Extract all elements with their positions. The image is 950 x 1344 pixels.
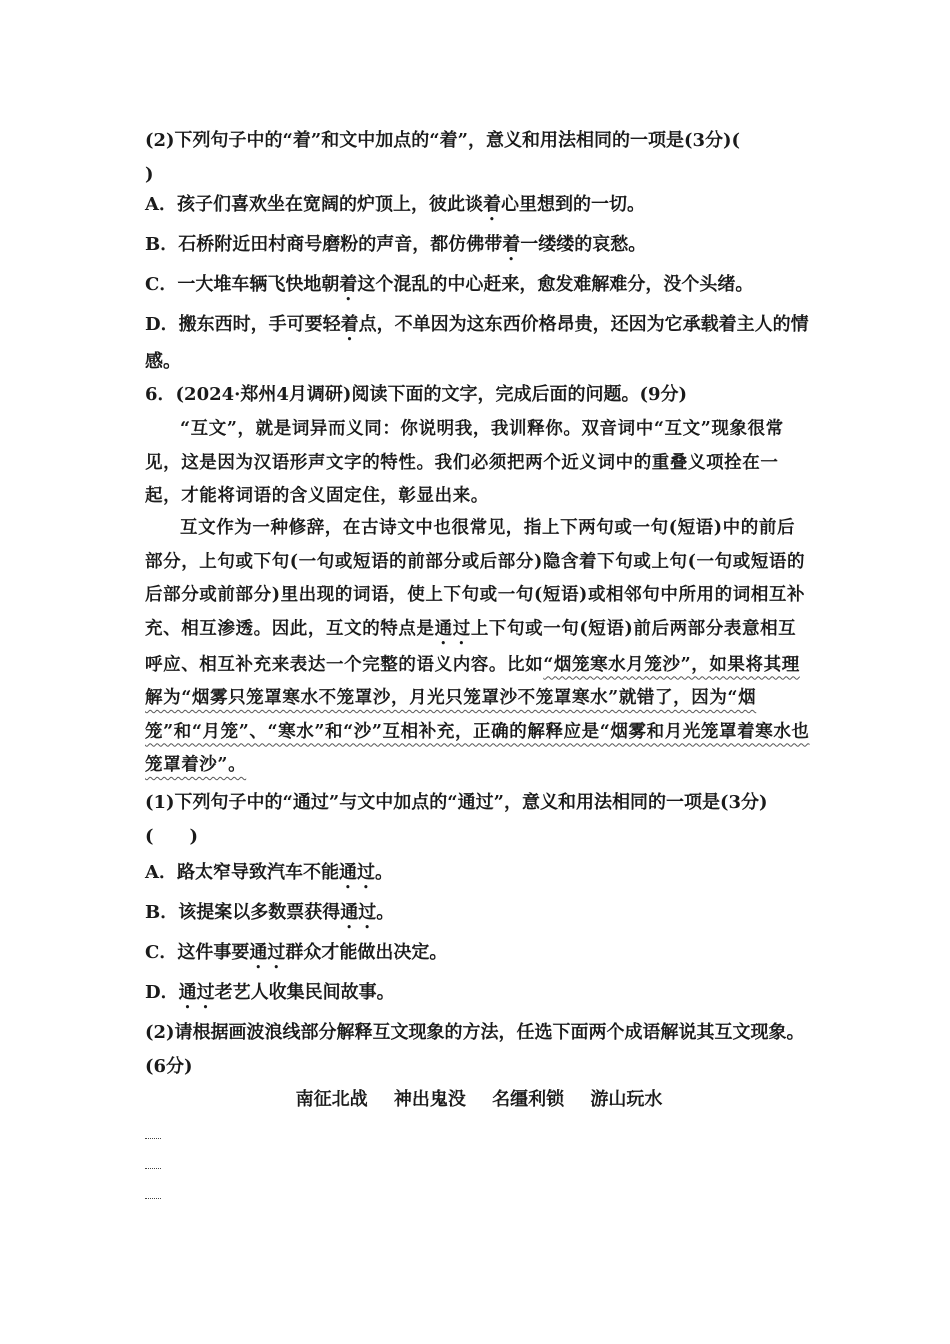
- question-6-header: 6．(2024·郑州4月调研)阅读下面的文字，完成后面的问题。(9分): [145, 384, 688, 405]
- question-6-1-stem: (1)下列句子中的“通过”与文中加点的“通过”，意义和用法相同的一项是(3分)( ): [145, 792, 768, 847]
- emphasis-mark: 着: [339, 274, 358, 295]
- wavy-underlined-text: “烟笼寒水月笼沙”，如果将其理解为“烟雾只笼罩寒水不笼罩沙，月光只笼罩沙不笼罩寒水”就错了，因为“烟笼”和“月笼”、“寒水”和“沙”互相补充，正确的解释应是“烟雾和月光笼罩着寒水也笼罩着沙”。: [145, 654, 810, 775]
- option-a: A．路太窄导致汽车不能通过。: [145, 862, 393, 883]
- emphasis-mark: 通过: [340, 902, 377, 923]
- idiom: 游山玩水: [590, 1089, 663, 1110]
- question-source: (2024·郑州4月调研): [175, 384, 352, 405]
- option-d: D．通过老艺人收集民间故事。: [145, 982, 395, 1003]
- passage-paragraph-2: 互文作为一种修辞，在古诗文中也很常见，指上下两句或一句(短语)中的前后部分，上句或下句(一句或短语的前部分或后部分)隐含着下句或上句(一句或短语的后部分或前部分)里出现的词语，使上下句或一句(短语)或相邻句中所用的词相互补充、相互渗透。因此，互文的特点是通过上下句或一句(短语)前后两部分表意相互呼应、相互补充来表达一个完整的语义内容。比如“烟笼寒水月笼沙”，如果将其理解为“烟雾只笼罩寒水不笼罩沙，月光只笼罩沙不笼罩寒水”就错了，因为“烟笼”和“月笼”、“寒水”和“沙”互相补充，正确的解释应是“烟雾和月光笼罩着寒水也笼罩着沙”。: [145, 518, 810, 775]
- option-b: B．石桥附近田村商号磨粉的声音，都仿佛带着一缕缕的哀愁。: [145, 234, 647, 255]
- passage-paragraph-1: “互文”，就是词异而义同：你说明我，我训释你。双音词中“互文”现象很常见，这是因为汉语形声文字的特性。我们必须把两个近义词中的重叠义项拴在一起，才能将词语的含义固定住，彰显出来。: [145, 419, 784, 506]
- answer-line[interactable]: [145, 1137, 161, 1139]
- idiom: 名缰利锁: [492, 1089, 565, 1110]
- question-6-2-stem: (2)请根据画波浪线部分解释互文现象的方法，任选下面两个成语解说其互文现象。(6分): [145, 1022, 805, 1077]
- idiom-list: [145, 1085, 813, 1115]
- answer-line[interactable]: [145, 1167, 161, 1169]
- answer-line[interactable]: [145, 1197, 161, 1199]
- emphasis-mark: 着: [340, 314, 359, 335]
- idiom: 南征北战: [295, 1089, 368, 1110]
- question-5-2-stem: (2)下列句子中的“着”和文中加点的“着”，意义和用法相同的一项是(3分)( ): [145, 130, 741, 185]
- option-c: C．这件事要通过群众才能做出决定。: [145, 942, 448, 963]
- option-d: D．搬东西时，手可要轻着点，不单因为这东西价格昂贵，还因为它承载着主人的情感。: [145, 314, 809, 372]
- option-a: A．孩子们喜欢坐在宽阔的炉顶上，彼此谈着心里想到的一切。: [145, 194, 645, 215]
- emphasis-mark: 通过: [178, 982, 215, 1003]
- option-c: C．一大堆车辆飞快地朝着这个混乱的中心赶来，愈发难解难分，没个头绪。: [145, 274, 754, 295]
- emphasis-mark: 通过: [338, 862, 375, 883]
- option-b: B．该提案以多数票获得通过。: [145, 902, 395, 923]
- emphasis-mark: 着: [502, 234, 521, 255]
- emphasis-mark: 通过: [249, 942, 286, 963]
- emphasis-mark: 着: [482, 194, 501, 215]
- idiom: 神出鬼没: [393, 1089, 466, 1110]
- emphasis-mark: 通过: [434, 618, 471, 639]
